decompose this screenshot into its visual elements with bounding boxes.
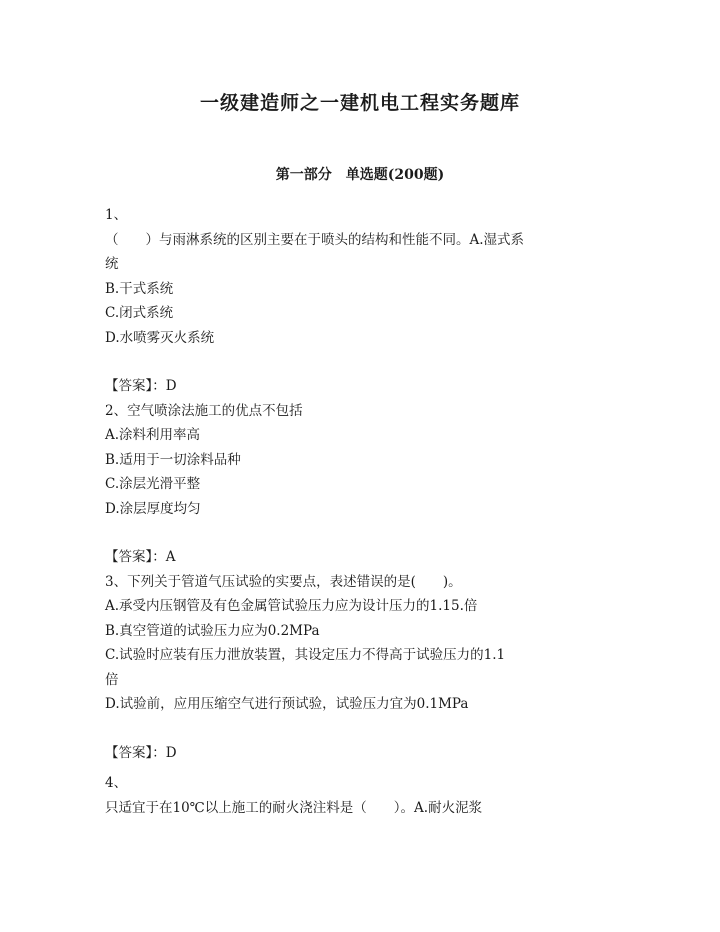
option-c-continued: 倍: [105, 671, 119, 688]
option-d: D.涂层厚度均匀: [105, 500, 201, 517]
option-b: B.干式系统: [105, 280, 174, 297]
answer-label: 【答案】：: [105, 378, 166, 394]
answer-line: [105, 741, 625, 766]
option-c: C.涂层光滑平整: [105, 476, 201, 492]
answer-label: 【答案】：: [105, 549, 166, 565]
answer-label: 【答案】：: [105, 744, 166, 761]
question-stem: （ ）与雨淋系统的区别主要在于喷头的结构和性能不同。A.湿式系: [105, 231, 525, 248]
question-list: [105, 203, 625, 820]
option-c: C.试验时应装有压力泄放装置，其设定压力不得高于试验压力的1.1: [105, 647, 506, 663]
option-b: B.适用于一切涂料品种: [105, 451, 241, 468]
option-a: A.涂料利用率高: [105, 427, 201, 443]
question-text: 下列关于管道气压试验的实要点，表述错误的是( )。: [127, 573, 462, 590]
answer-line: [105, 545, 625, 570]
option-d: D.试验前，应用压缩空气进行预试验，试验压力宜为0.1MPa: [105, 696, 469, 712]
answer-value: D: [165, 744, 177, 761]
question-number: 2、: [105, 402, 128, 419]
question-stem-continued: 统: [105, 256, 119, 272]
question-text: 空气喷涂法施工的优点不包括: [127, 402, 303, 419]
answer-value: A: [165, 549, 176, 565]
option-a: A.承受内压钢管及有色金属管试验压力应为设计压力的1.15.倍: [105, 598, 478, 614]
section-heading: 第一部分 单选题(200题): [275, 167, 445, 183]
question-stem: 只适宜于在10℃以上施工的耐火浇注料是（ ）。A.耐火泥浆: [105, 799, 483, 816]
question-number: 4、: [105, 775, 128, 791]
option-d: D.水喷雾灭火系统: [105, 329, 215, 346]
answer-line: [105, 374, 625, 399]
document-title: 一级建造师之一建机电工程实务题库: [199, 92, 520, 114]
question-number: 1、: [105, 207, 128, 223]
question-number: 3、: [105, 573, 128, 590]
question-stem: [105, 399, 625, 424]
question-stem: [105, 570, 625, 595]
answer-value: D: [165, 378, 177, 394]
option-c: C.闭式系统: [105, 305, 174, 321]
option-b: B.真空管道的试验压力应为0.2MPa: [105, 622, 320, 639]
